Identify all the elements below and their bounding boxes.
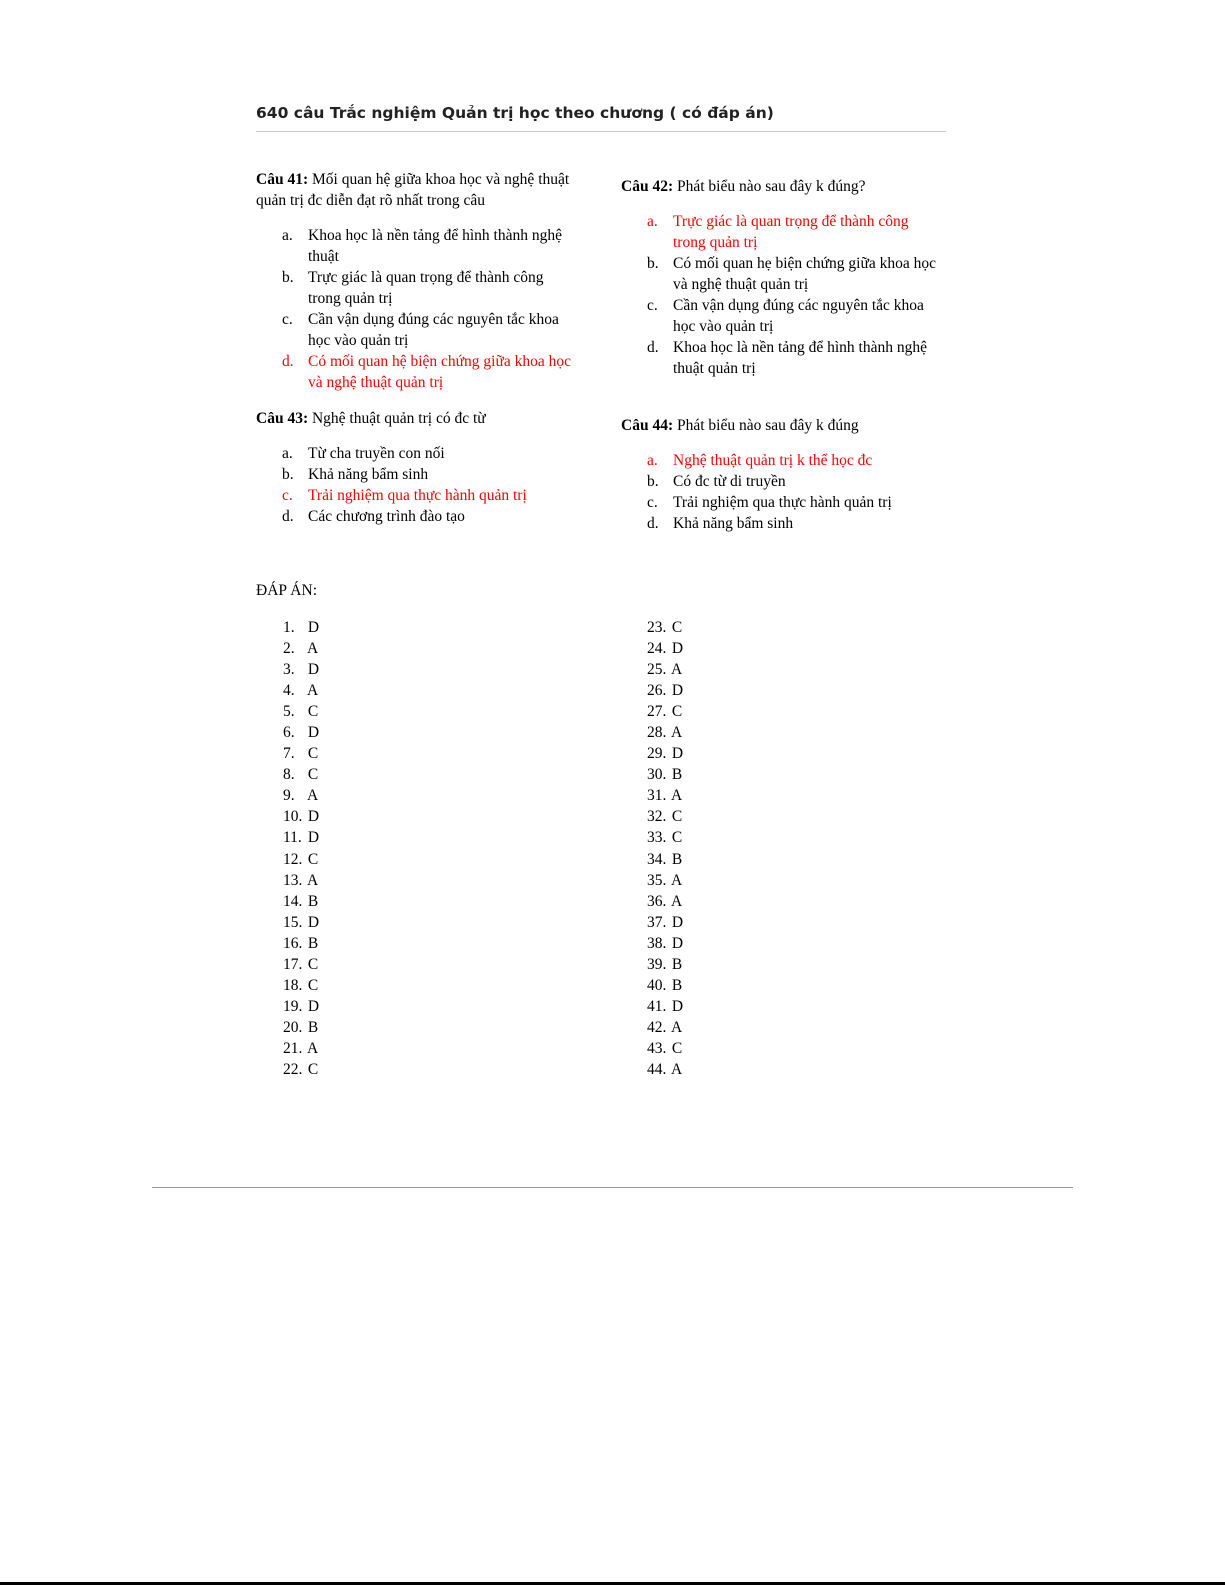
option-letter: c. [647, 297, 658, 314]
answer-number: 33. [647, 829, 667, 847]
answer-number: 28. [647, 724, 667, 742]
answer-number: 16. [283, 934, 303, 952]
option-c [647, 492, 941, 513]
answer-list-right [647, 617, 683, 1080]
answer-item [283, 996, 319, 1017]
answer-number: 1. [283, 619, 295, 636]
option-text: Có mối quan hẹ biện chứng giữa khoa học và nghệ thuật quản trị [673, 255, 937, 293]
option-text: Có đc từ di truyền [673, 473, 786, 490]
option-a [282, 443, 574, 464]
answer-value: D [671, 913, 684, 931]
answer-value: D [307, 913, 320, 931]
answer-number: 7. [283, 745, 295, 763]
answer-value: A [671, 661, 683, 679]
question-41 [256, 169, 576, 393]
answer-item [283, 701, 319, 722]
answer-item [647, 996, 683, 1017]
answer-number: 9. [283, 787, 295, 805]
answer-value: B [671, 850, 683, 868]
answer-number: 2. [283, 640, 295, 658]
option-list [282, 225, 574, 393]
question-label: Câu 43: [256, 410, 309, 427]
option-b [647, 471, 941, 492]
option-c [282, 485, 574, 506]
answer-number: 44. [647, 1060, 667, 1078]
option-text: Khoa học là nền tảng để hình thành nghệ thuật quản trị [673, 339, 927, 377]
answer-value: D [307, 619, 320, 636]
option-letter: a. [647, 213, 658, 230]
question-stem [621, 176, 941, 197]
answer-number: 30. [647, 766, 667, 784]
answer-item [647, 975, 683, 996]
answer-item [647, 891, 683, 912]
answer-number: 18. [283, 976, 303, 994]
option-letter: b. [282, 269, 294, 286]
option-letter: a. [282, 445, 293, 462]
answer-item [283, 617, 319, 638]
answer-number: 41. [647, 997, 667, 1015]
option-letter: d. [282, 508, 294, 525]
answer-number: 14. [283, 892, 303, 910]
question-44 [621, 415, 941, 534]
answer-item [283, 806, 319, 827]
option-text: Khả năng bẩm sinh [308, 466, 429, 483]
answer-number: 20. [283, 1018, 303, 1036]
answer-item [647, 659, 683, 680]
option-b [282, 464, 574, 485]
answer-item [283, 722, 319, 743]
answer-value: C [671, 829, 683, 847]
option-text: Khoa học là nền tảng để hình thành nghệ thuật [308, 227, 562, 265]
answer-value: D [307, 808, 320, 826]
option-letter: b. [282, 466, 294, 483]
answer-item [647, 785, 683, 806]
option-d [282, 506, 574, 527]
question-label: Câu 44: [621, 417, 674, 434]
option-d [647, 513, 941, 534]
option-c [282, 309, 574, 351]
answer-number: 40. [647, 976, 667, 994]
option-list [282, 443, 574, 527]
answer-value: C [671, 808, 683, 826]
answer-value: C [671, 619, 683, 636]
answer-item [647, 1038, 683, 1059]
option-list [647, 450, 941, 534]
answer-number: 39. [647, 955, 667, 973]
question-text: Mối quan hệ giữa khoa học và nghệ thuật quản trị đc diễn đạt rõ nhất trong câu [256, 171, 570, 209]
answer-item [647, 722, 683, 743]
answer-item [283, 849, 319, 870]
answer-item [283, 827, 319, 848]
question-text: Phát biểu nào sau đây k đúng? [673, 178, 866, 195]
answer-value: A [307, 1039, 319, 1057]
answer-item [647, 617, 683, 638]
answer-item [647, 701, 683, 722]
answer-number: 25. [647, 661, 667, 679]
answer-value: C [307, 976, 319, 994]
answer-value: D [671, 997, 684, 1015]
answer-number: 31. [647, 787, 667, 805]
answer-value: C [307, 955, 319, 973]
answer-value: B [671, 766, 683, 784]
answer-number: 37. [647, 913, 667, 931]
option-letter: b. [647, 473, 659, 490]
question-43 [256, 408, 576, 527]
answer-value: D [307, 724, 320, 742]
option-text: Nghệ thuật quản trị k thể học đc [673, 452, 873, 469]
answer-item [283, 933, 319, 954]
question-label: Câu 42: [621, 178, 674, 195]
option-letter: c. [647, 494, 658, 511]
answer-item [283, 1038, 319, 1059]
option-c [647, 295, 941, 337]
question-text: Phát biểu nào sau đây k đúng [673, 417, 859, 434]
option-b [647, 253, 941, 295]
answer-number: 3. [283, 661, 295, 679]
question-42 [621, 176, 941, 379]
answer-item [283, 638, 319, 659]
option-a [647, 450, 941, 471]
option-letter: a. [647, 452, 658, 469]
answer-value: B [671, 955, 683, 973]
option-letter: c. [282, 487, 293, 504]
answer-number: 4. [283, 682, 295, 700]
answer-number: 29. [647, 745, 667, 763]
option-letter: d. [647, 339, 659, 356]
answer-value: D [307, 661, 320, 679]
answer-value: D [671, 682, 684, 700]
answer-list-left [283, 617, 319, 1080]
answer-item [647, 1059, 683, 1080]
answer-number: 8. [283, 766, 295, 784]
answer-key-title: ĐÁP ÁN: [256, 582, 318, 599]
option-b [282, 267, 574, 309]
answer-value: A [671, 787, 683, 805]
answer-number: 36. [647, 892, 667, 910]
answer-value: B [307, 934, 319, 952]
answer-item [647, 680, 683, 701]
answer-value: D [307, 829, 320, 847]
answer-number: 11. [283, 829, 302, 847]
answer-item [647, 1017, 683, 1038]
question-stem [256, 408, 576, 429]
answer-item [283, 870, 319, 891]
option-text: Trực giác là quan trọng để thành công trong quản trị [673, 213, 909, 251]
answer-value: C [307, 703, 319, 721]
answer-item [647, 849, 683, 870]
option-letter: d. [647, 515, 659, 532]
question-stem [621, 415, 941, 436]
answer-item [647, 764, 683, 785]
answer-number: 34. [647, 850, 667, 868]
answer-value: B [307, 892, 319, 910]
answer-value: A [671, 892, 683, 910]
option-text: Các chương trình đào tạo [308, 508, 465, 525]
answer-number: 24. [647, 640, 667, 658]
answer-number: 21. [283, 1039, 303, 1057]
answer-number: 27. [647, 703, 667, 721]
answer-number: 19. [283, 997, 303, 1015]
answer-value: A [671, 1018, 683, 1036]
option-text: Cần vận dụng đúng các nguyên tắc khoa học vào quản trị [673, 297, 924, 335]
answer-item [283, 743, 319, 764]
answer-value: D [671, 745, 684, 763]
option-text: Trải nghiệm qua thực hành quản trị [308, 487, 527, 504]
option-text: Có mối quan hệ biện chứng giữa khoa học và nghệ thuật quản trị [308, 353, 572, 391]
answer-value: D [671, 640, 684, 658]
answer-value: B [307, 1018, 319, 1036]
option-letter: a. [282, 227, 293, 244]
question-stem [256, 169, 576, 211]
answer-value: A [307, 682, 319, 700]
answer-value: A [671, 724, 683, 742]
answer-value: A [307, 871, 319, 889]
answer-item [283, 785, 319, 806]
answer-value: D [671, 934, 684, 952]
answer-number: 43. [647, 1039, 667, 1057]
answer-item [283, 680, 319, 701]
answer-item [647, 827, 683, 848]
answer-number: 12. [283, 850, 303, 868]
option-text: Từ cha truyền con nối [308, 445, 445, 462]
answer-value: C [307, 745, 319, 763]
option-text: Khả năng bẩm sinh [673, 515, 794, 532]
answer-item [647, 933, 683, 954]
question-label: Câu 41: [256, 171, 309, 188]
answer-number: 22. [283, 1060, 303, 1078]
answer-number: 35. [647, 871, 667, 889]
answer-item [283, 1017, 319, 1038]
answer-item [647, 638, 683, 659]
question-text: Nghệ thuật quản trị có đc từ [308, 410, 486, 427]
option-letter: c. [282, 311, 293, 328]
answer-item [647, 806, 683, 827]
answer-item [647, 870, 683, 891]
answer-number: 13. [283, 871, 303, 889]
answer-value: A [671, 871, 683, 889]
answer-number: 26. [647, 682, 667, 700]
answer-number: 17. [283, 955, 303, 973]
answer-value: A [307, 787, 319, 805]
answer-number: 38. [647, 934, 667, 952]
option-d [647, 337, 941, 379]
answer-item [283, 954, 319, 975]
option-text: Trải nghiệm qua thực hành quản trị [673, 494, 892, 511]
option-list [647, 211, 941, 379]
answer-number: 10. [283, 808, 303, 826]
answer-value: C [671, 1039, 683, 1057]
answer-item [647, 743, 683, 764]
header-divider [256, 131, 946, 132]
answer-number: 6. [283, 724, 295, 742]
answer-value: D [307, 997, 320, 1015]
answer-item [647, 912, 683, 933]
answer-item [647, 954, 683, 975]
answer-item [283, 891, 319, 912]
answer-item [283, 659, 319, 680]
answer-value: C [307, 766, 319, 784]
option-text: Cần vận dụng đúng các nguyên tắc khoa học vào quản trị [308, 311, 559, 349]
answer-item [283, 764, 319, 785]
answer-value: B [671, 976, 683, 994]
answer-value: C [307, 850, 319, 868]
answer-number: 5. [283, 703, 295, 721]
option-a [647, 211, 941, 253]
answer-value: C [307, 1060, 319, 1078]
answer-number: 32. [647, 808, 667, 826]
option-letter: d. [282, 353, 294, 370]
answer-number: 42. [647, 1018, 667, 1036]
option-letter: b. [647, 255, 659, 272]
answer-item [283, 1059, 319, 1080]
answer-value: A [671, 1060, 683, 1078]
answer-value: A [307, 640, 319, 658]
answer-item [283, 912, 319, 933]
answer-number: 23. [647, 619, 667, 636]
option-text: Trực giác là quan trọng để thành công trong quản trị [308, 269, 544, 307]
answer-item [283, 975, 319, 996]
answer-value: C [671, 703, 683, 721]
option-a [282, 225, 574, 267]
answer-number: 15. [283, 913, 303, 931]
page-title: 640 câu Trắc nghiệm Quản trị học theo chương ( có đáp án) [256, 104, 774, 122]
page-divider [152, 1187, 1073, 1188]
option-d [282, 351, 574, 393]
